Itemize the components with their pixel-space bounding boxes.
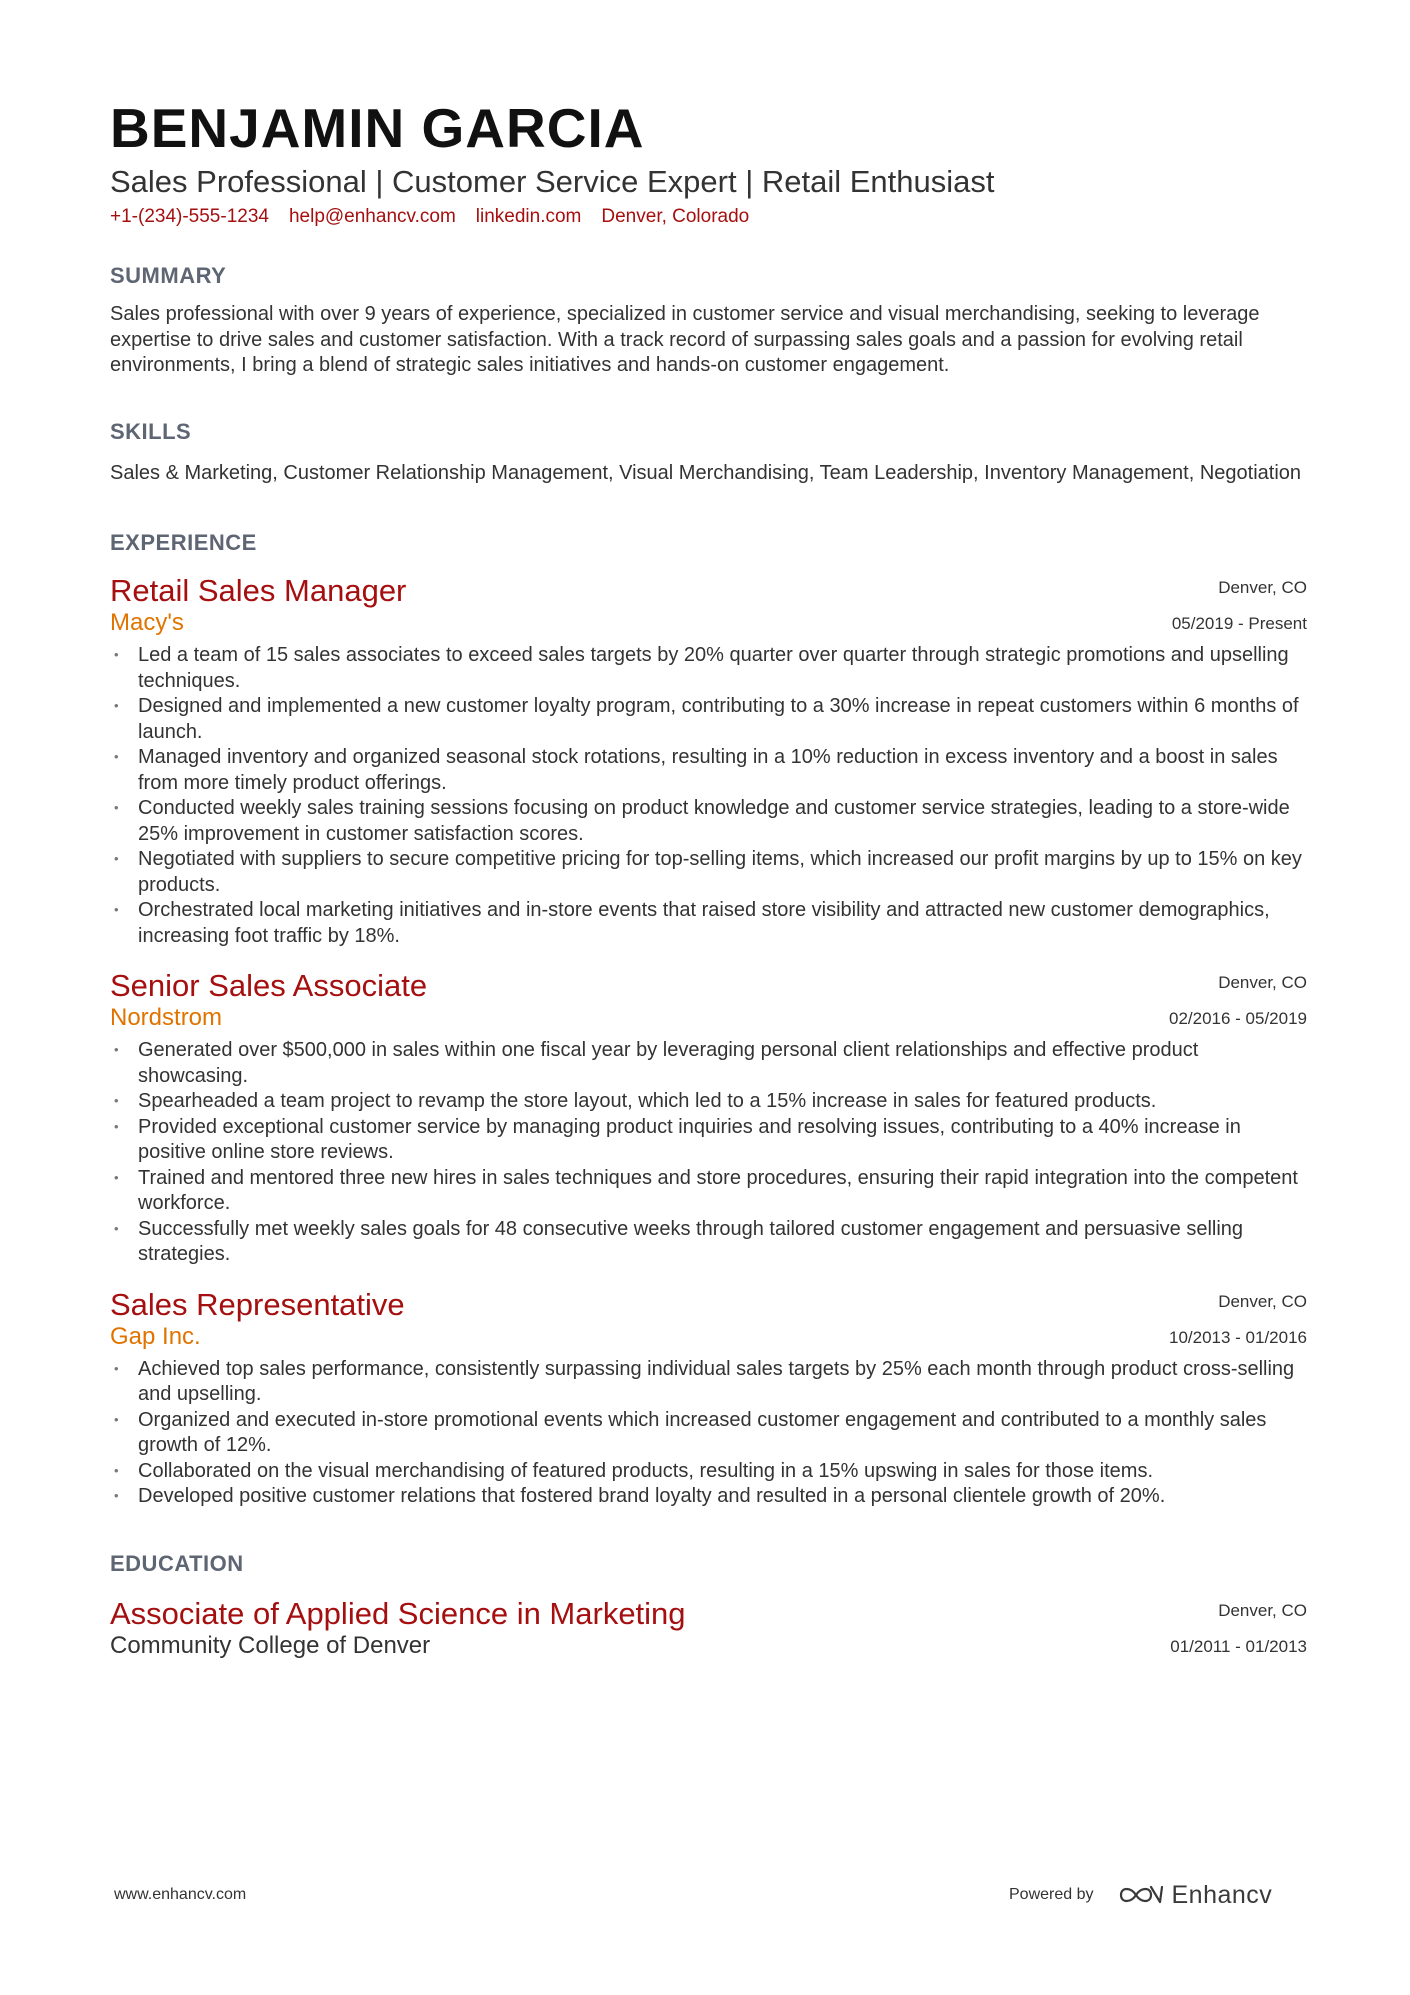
education-entry bbox=[110, 1596, 1307, 1662]
skills-section bbox=[110, 418, 1307, 487]
education-location: Denver, CO bbox=[1218, 1600, 1307, 1620]
job-bullets bbox=[110, 1038, 1307, 1268]
contact-info bbox=[110, 204, 1307, 230]
brand-name: Enhancv bbox=[1171, 1880, 1273, 1909]
company-name: Nordstrom bbox=[110, 1004, 223, 1031]
resume-content bbox=[110, 96, 1307, 1662]
skills-text: Sales & Marketing, Customer Relationship Management, Visual Merchandising, Team Leadership, Inventory Management, Negotiation bbox=[110, 461, 1302, 484]
experience-entry bbox=[110, 1287, 1307, 1510]
school-name: Community College of Denver bbox=[110, 1631, 431, 1659]
enhancv-logo-icon bbox=[1118, 1882, 1164, 1908]
experience-section bbox=[110, 529, 1307, 1510]
summary-text: Sales professional with over 9 years of experience, specialized in customer service and visual merchandising, seeking to leverage expertise to drive sales and customer satisfaction. With a track record of surpassing sales goals and a passion for evolving retail environments, I bring a blend of strategic sales initiatives and hands-on customer engagement. bbox=[110, 303, 1260, 376]
powered-by-label: Powered by bbox=[1009, 1886, 1094, 1903]
bullet-item: • Designed and implemented a new customer loyalty program, contributing to a 30% increase in repeat customers within 6 months of launch. bbox=[110, 694, 1307, 745]
job-dates: 02/2016 - 05/2019 bbox=[1168, 1009, 1307, 1028]
bullet-item: • Organized and executed in-store promotional events which increased customer engagement and contributed to a monthly sales growth of 12%. bbox=[110, 1408, 1307, 1459]
bullet-item: • Developed positive customer relations that fostered brand loyalty and resulted in a personal clientele growth of 20%. bbox=[110, 1484, 1307, 1510]
job-title: Senior Sales Associate bbox=[110, 968, 428, 1003]
experience-entry bbox=[110, 573, 1307, 949]
bullet-item: • Collaborated on the visual merchandising of featured products, resulting in a 15% upswing in sales for those items. bbox=[110, 1459, 1307, 1485]
job-bullets bbox=[110, 1357, 1307, 1510]
candidate-name: BENJAMIN GARCIA bbox=[110, 97, 645, 159]
entry-header bbox=[110, 968, 1307, 1034]
contact-email[interactable]: help@enhancv.com bbox=[288, 206, 456, 227]
job-dates: 10/2013 - 01/2016 bbox=[1168, 1327, 1307, 1347]
bullet-item: • Managed inventory and organized seasonal stock rotations, resulting in a 10% reduction in excess inventory and a boost in sales from more timely product offerings. bbox=[110, 745, 1307, 796]
bullet-item: • Conducted weekly sales training sessions focusing on product knowledge and customer service strategies, leading to a store-wide 25% improvement in customer satisfaction scores. bbox=[110, 796, 1307, 847]
job-location: Denver, CO bbox=[1218, 1291, 1307, 1311]
bullet-item: • Spearheaded a team project to revamp the store layout, which led to a 15% increase in sales for featured products. bbox=[110, 1089, 1307, 1115]
summary-section bbox=[110, 262, 1307, 379]
company-name: Gap Inc. bbox=[110, 1322, 201, 1350]
contact-location: Denver, Colorado bbox=[601, 206, 750, 227]
bullet-item: • Successfully met weekly sales goals for 48 consecutive weeks through tailored customer engagement and persuasive selling strategies. bbox=[110, 1217, 1307, 1268]
entry-header bbox=[110, 1287, 1307, 1353]
skills-title: SKILLS bbox=[110, 418, 192, 444]
education-title: EDUCATION bbox=[110, 1550, 244, 1576]
footer-website[interactable]: www.enhancv.com bbox=[114, 1886, 247, 1903]
job-bullets bbox=[110, 643, 1307, 949]
bullet-item: • Led a team of 15 sales associates to exceed sales targets by 20% quarter over quarter through strategic promotions and upselling techniques. bbox=[110, 643, 1307, 694]
bullet-item: • Negotiated with suppliers to secure competitive pricing for top-selling items, which increased our profit margins by up to 15% on key products. bbox=[110, 847, 1307, 898]
bullet-item: • Generated over $500,000 in sales within one fiscal year by leveraging personal client relationships and effective product showcasing. bbox=[110, 1038, 1307, 1089]
education-section bbox=[110, 1550, 1307, 1662]
entry-header bbox=[110, 573, 1307, 639]
bullet-item: • Provided exceptional customer service by managing product inquiries and resolving issues, contributing to a 40% increase in positive online store reviews. bbox=[110, 1115, 1307, 1166]
degree-title: Associate of Applied Science in Marketing bbox=[110, 1595, 686, 1631]
job-location: Denver, CO bbox=[1218, 578, 1307, 597]
job-location: Denver, CO bbox=[1218, 973, 1307, 992]
bullet-item: • Trained and mentored three new hires in sales techniques and store procedures, ensuring their rapid integration into the competent workforce. bbox=[110, 1166, 1307, 1217]
contact-phone[interactable]: +1-(234)-555-1234 bbox=[110, 206, 269, 227]
company-name: Macy's bbox=[110, 609, 184, 636]
experience-entry bbox=[110, 968, 1307, 1268]
contact-linkedin[interactable]: linkedin.com bbox=[475, 206, 582, 227]
entry-header bbox=[110, 1596, 1307, 1662]
job-title: Sales Representative bbox=[110, 1286, 405, 1322]
experience-title: EXPERIENCE bbox=[110, 530, 257, 555]
bullet-item: • Orchestrated local marketing initiatives and in-store events that raised store visibility and attracted new customer demographics, increasing foot traffic by 18%. bbox=[110, 898, 1307, 949]
education-dates: 01/2011 - 01/2013 bbox=[1170, 1636, 1307, 1656]
job-dates: 05/2019 - Present bbox=[1171, 614, 1307, 633]
candidate-headline: Sales Professional | Customer Service Expert | Retail Enthusiast bbox=[110, 164, 995, 199]
bullet-item: • Achieved top sales performance, consistently surpassing individual sales targets by 25% each month through product cross-selling and upselling. bbox=[110, 1357, 1307, 1408]
footer-branding bbox=[1009, 1875, 1272, 1915]
summary-title: SUMMARY bbox=[110, 263, 227, 288]
job-title: Retail Sales Manager bbox=[110, 573, 407, 608]
resume-header bbox=[110, 96, 1307, 230]
enhancv-logo[interactable] bbox=[1118, 1881, 1273, 1910]
